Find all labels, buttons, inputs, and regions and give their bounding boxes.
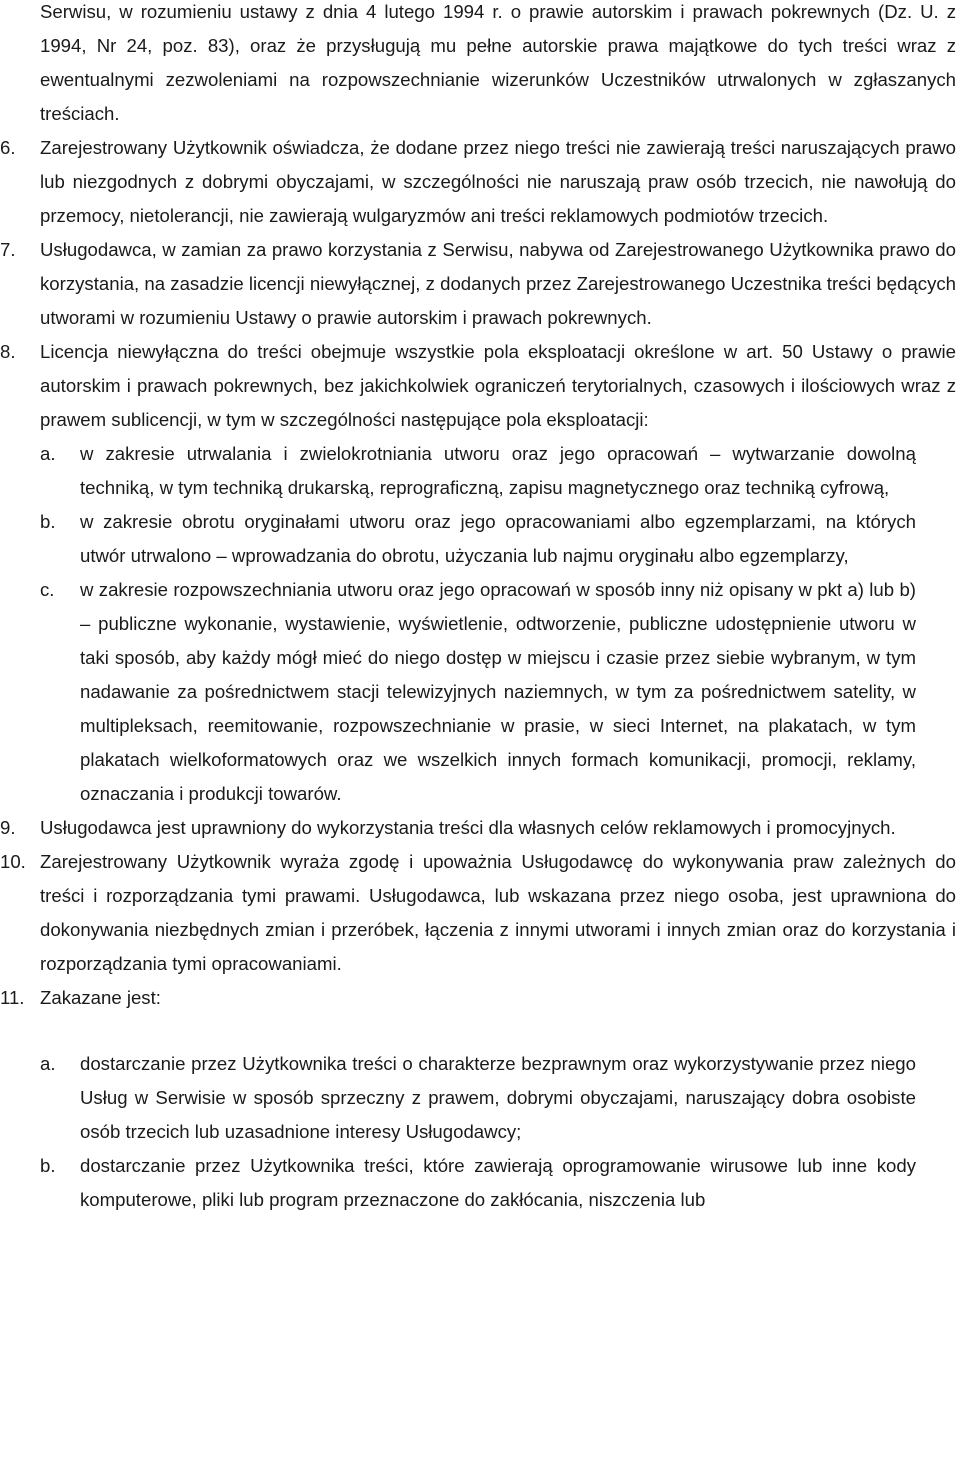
sub-item-text: dostarczanie przez Użytkownika treści, które zawierają oprogramowanie wirusowe lub inne kody komputerowe, pliki lub program przeznaczone do zakłócania, niszczenia lub (80, 1155, 916, 1210)
sub-item-a (0, 1047, 916, 1149)
item-text: Zarejestrowany Użytkownik wyraża zgodę i upoważnia Usługodawcę do wykonywania praw zależnych do treści i rozporządzania tymi prawami. Usługodawca, lub wskazana przez niego osoba, jest uprawniona do dokonywania niezbędnych zmian i przeróbek, łączenia z innymi utworami i innych zmian oraz do korzystania i rozporządzania tymi opracowaniami. (40, 851, 956, 974)
list-item-6 (0, 131, 956, 233)
item-text: Zakazane jest: (40, 987, 161, 1008)
item-number: 8. (0, 341, 16, 362)
sub-item-a (0, 437, 916, 505)
list-item-8 (0, 335, 956, 437)
sub-item-text: dostarczanie przez Użytkownika treści o charakterze bezprawnym oraz wykorzystywanie przez niego Usług w Serwisie w sposób sprzeczny z prawem, dobrymi obyczajami, naruszający dobra osobiste osób trzecich lub uzasadnione interesy Usługodawcy; (80, 1053, 916, 1142)
sub-item-b (0, 505, 916, 573)
item-text: Usługodawca, w zamian za prawo korzystania z Serwisu, nabywa od Zarejestrowanego Użytkownika prawo do korzystania, na zasadzie licencji niewyłącznej, z dodanych przez Zarejestrowanego Uczestnika treści będących utworami w rozumieniu Ustawy o prawie autorskim i prawach pokrewnych. (40, 239, 956, 328)
item-text: Zarejestrowany Użytkownik oświadcza, że dodane przez niego treści nie zawierają treści naruszających prawo lub niezgodnych z dobrymi obyczajami, w szczególności nie naruszają praw osób trzecich, nie nawołują do przemocy, nietolerancji, nie zawierają wulgaryzmów ani treści reklamowych podmiotów trzecich. (40, 137, 956, 226)
numbered-list (0, 131, 960, 1217)
intro-paragraph: Serwisu, w rozumieniu ustawy z dnia 4 lutego 1994 r. o prawie autorskim i prawach pokrewnych (Dz. U. z 1994, Nr 24, poz. 83), oraz że przysługują mu pełne autorskie prawa majątkowe do tych treści wraz z ewentualnymi zezwoleniami na rozpowszechnianie wizerunków Uczestników utrwalonych w zgłaszanych treściach. (40, 1, 956, 124)
spacer (0, 1015, 960, 1047)
sub-item-c (0, 573, 916, 811)
item-text: Usługodawca jest uprawniony do wykorzystania treści dla własnych celów reklamowych i promocyjnych. (40, 817, 896, 838)
sub-item-letter: c. (40, 579, 55, 600)
list-item-11 (0, 981, 956, 1015)
list-item-9 (0, 811, 956, 845)
sub-item-letter: b. (40, 511, 56, 532)
item-number: 10. (0, 851, 26, 872)
sub-list-item-8 (0, 437, 960, 811)
item-text: Licencja niewyłączna do treści obejmuje wszystkie pola eksploatacji określone w art. 50 Ustawy o prawie autorskim i prawach pokrewnych, bez jakichkolwiek ograniczeń terytorialnych, czasowych i ilościowych wraz z prawem sublicencji, w tym w szczególności następujące pola eksploatacji: (40, 341, 956, 430)
item-number: 11. (0, 987, 25, 1008)
item-number: 9. (0, 817, 16, 838)
sub-item-letter: a. (40, 1053, 56, 1074)
sub-item-text: w zakresie rozpowszechniania utworu oraz jego opracowań w sposób inny niż opisany w pkt a) lub b) – publiczne wykonanie, wystawienie, wyświetlenie, odtworzenie, publiczne udostępnienie utworu w taki sposób, aby każdy mógł mieć do niego dostęp w miejscu i czasie przez siebie wybranym, w tym nadawanie za pośrednictwem stacji telewizyjnych naziemnych, w tym za pośrednictwem satelity, w multipleksach, reemitowanie, rozpowszechnianie w prasie, w sieci Internet, na plakatach, w tym plakatach wielkoformatowych oraz we wszelkich innych formach komunikacji, promocji, reklamy, oznaczania i produkcji towarów. (80, 579, 916, 804)
lettered-list (0, 437, 960, 811)
item-number: 7. (0, 239, 16, 260)
lettered-list (0, 1047, 960, 1217)
sub-item-letter: b. (40, 1155, 56, 1176)
sub-item-b (0, 1149, 916, 1217)
list-item-10 (0, 845, 956, 981)
sub-list-item-11 (0, 1047, 960, 1217)
sub-item-text: w zakresie obrotu oryginałami utworu oraz jego opracowaniami albo egzemplarzami, na których utwór utrwalono – wprowadzania do obrotu, użyczania lub najmu oryginału albo egzemplarzy, (80, 511, 916, 566)
list-item-7 (0, 233, 956, 335)
item-number: 6. (0, 137, 16, 158)
sub-item-letter: a. (40, 443, 56, 464)
sub-item-text: w zakresie utrwalania i zwielokrotniania utworu oraz jego opracowań – wytwarzanie dowolną techniką, w tym techniką drukarską, reprograficzną, zapisu magnetycznego oraz techniką cyfrową, (80, 443, 916, 498)
